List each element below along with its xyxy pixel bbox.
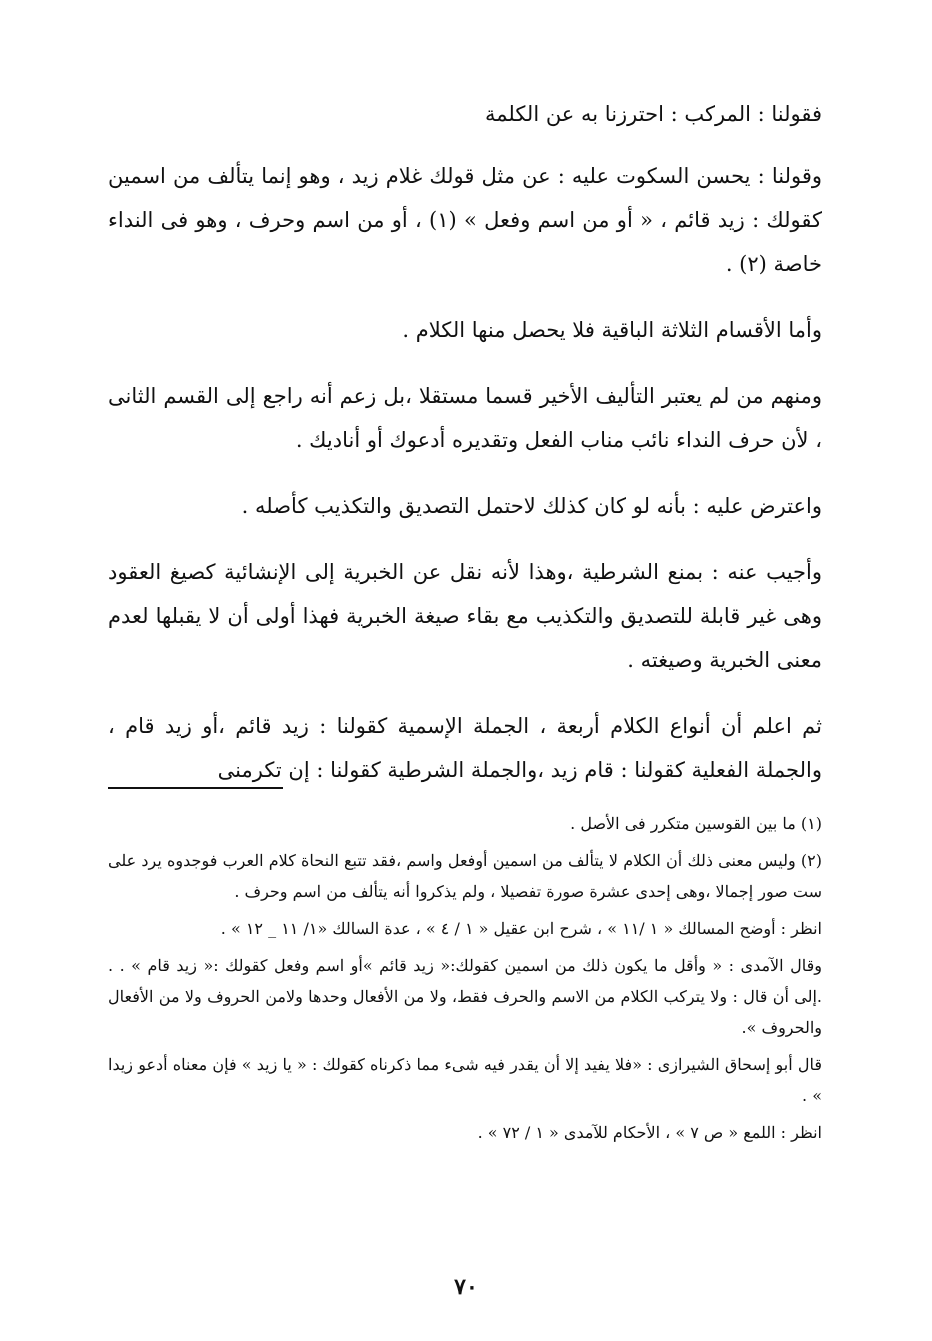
paragraph-7: ثم اعلم أن أنواع الكلام أربعة ، الجملة الإسمية كقولنا : زيد قائم ،أو زيد قام ، والجملة الفعلية كقولنا : قام زيد ،والجملة الشرطية كقولنا : إن تكرمنى (108, 714, 822, 782)
paragraph-2: وقولنا : يحسن السكوت عليه : عن مثل قولك غلام زيد ، وهو إنما يتألف من اسمين كقولك : زيد قائم ، « أو من اسم وفعل » (١) ، أو من اسم وحرف ، وهو فى النداء خاصة (٢) . (108, 164, 822, 276)
footnote-quote-amidi: وقال الآمدى : « وأقل ما يكون ذلك من اسمين كقولك:« زيد قائم »أو اسم وفعل كقولك :« زيد قام » . . .إلى أن قال : ولا يتركب الكلام من الاسم والحرف فقط، ولا من الأفعال وحدها ولامن الحروف ولا من الأفعال والحروف ». (108, 956, 823, 1037)
paragraph-3: وأما الأقسام الثلاثة الباقية فلا يحصل منها الكلام . (402, 318, 822, 342)
footnote-reference: انظر : أوضح المسالك « ١ /١١ » ، شرح ابن عقيل « ١ / ٤ » ، عدة السالك «١/ ١١ _ ١٢ » . (220, 919, 822, 938)
footnote-separator (108, 787, 283, 789)
paragraph-4: ومنهم من لم يعتبر التأليف الأخير قسما مستقلا ،بل زعم أنه راجع إلى القسم الثانى ، لأن حرف النداء نائب مناب الفعل وتقديره أدعوك أو أناديك . (108, 384, 822, 452)
footnote-quote-shirazi: قال أبو إسحاق الشيرازى : «فلا يفيد إلا أن يقدر فيه شىء مما ذكرناه كقولك : « يا زيد » فإن معناه أدعو زيدا » . (108, 1055, 822, 1105)
page-number: ٧٠ (454, 1274, 478, 1300)
footnote-reference-2: انظر : اللمع « ص ٧ » ، الأحكام للآمدى « ١ / ٧٢ » . (477, 1123, 822, 1142)
footnote-1: (١) ما بين القوسين متكرر فى الأصل . (570, 814, 822, 833)
footnote-2: (٢) وليس معنى ذلك أن الكلام لا يتألف من اسمين أوفعل واسم ،فقد تتبع النحاة كلام العرب فوجدوه يرد على ست صور إجمالا ،وهى إحدى عشرة صورة تفصيلا ، ولم يذكروا أنه يتألف من اسم وحرف . (108, 851, 822, 901)
main-text (108, 92, 822, 814)
footnotes (108, 808, 822, 1154)
paragraph-1: فقولنا : المركب : احترزنا به عن الكلمة (484, 102, 822, 126)
paragraph-6: وأجيب عنه : بمنع الشرطية ،وهذا لأنه نقل عن الخبرية إلى الإنشائية كصيغ العقود وهى غير قابلة للتصديق والتكذيب مع بقاء صيغة الخبرية فهذا أولى أن لا يقبلها لعدم معنى الخبرية وصيغته . (108, 560, 822, 672)
paragraph-5: واعترض عليه : بأنه لو كان كذلك لاحتمل التصديق والتكذيب كأصله . (241, 494, 822, 518)
